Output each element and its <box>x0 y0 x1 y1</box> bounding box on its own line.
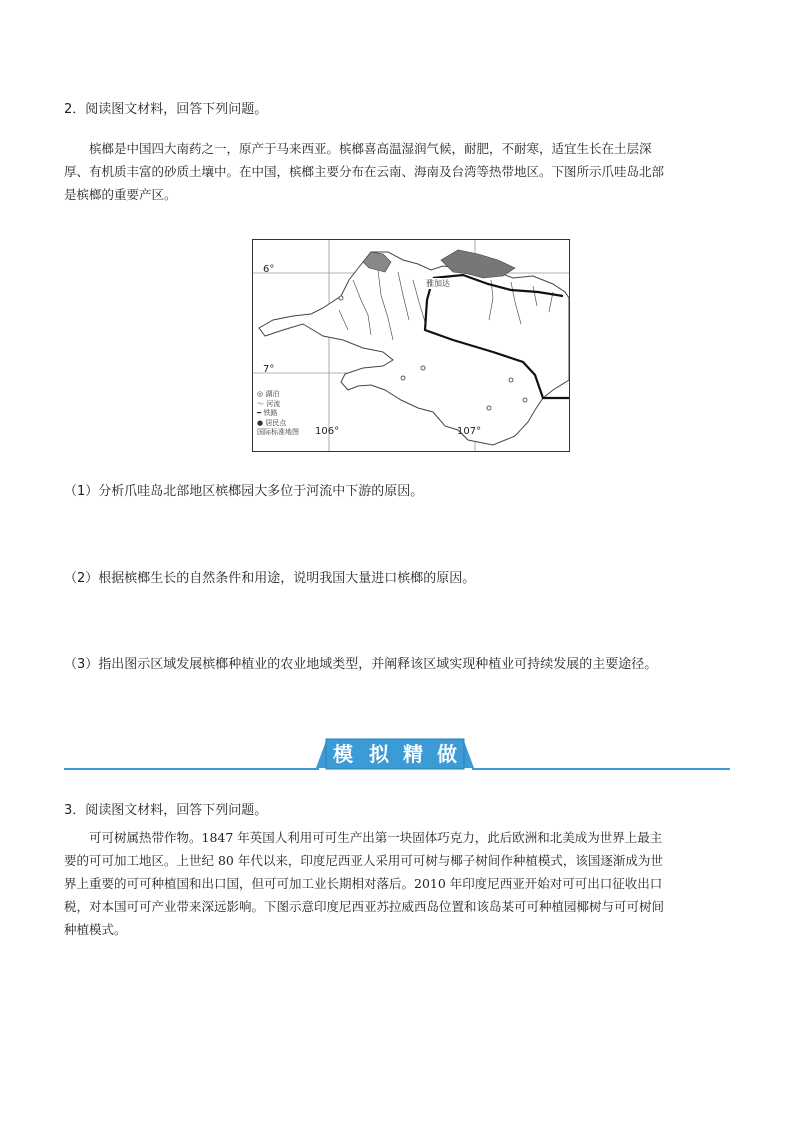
q2-sub-2: （2）根据槟榔生长的自然条件和用途，说明我国大量进口槟榔的原因。 <box>64 571 476 586</box>
lat-label-6: 6° <box>263 264 275 275</box>
q2-line-3: 是槟榔的重要产区。 <box>64 187 177 202</box>
q2-line-1: 槟榔是中国四大南药之一，原产于马来西亚。槟榔喜高温湿润气候，耐肥，不耐寒，适宜生长在土层深 <box>89 141 652 156</box>
banner-char-3: 精 <box>403 742 423 766</box>
q3-line-3: 界上重要的可可种植国和出口国，但可可加工业长期相对落后。2010 年印度尼西亚开始对可可出口征收出口 <box>64 876 663 891</box>
map-credit: 国际标准地图 <box>257 428 299 436</box>
lon-label-107: 107° <box>457 426 482 437</box>
lon-label-106: 106° <box>315 426 340 437</box>
legend-railway-label: 铁路 <box>263 409 278 417</box>
legend-lake-label: 湖泊 <box>265 390 280 398</box>
q3-line-1: 可可树属热带作物。1847 年英国人利用可可生产出第一块固体巧克力，此后欧洲和北美成为世界上最主 <box>89 830 663 845</box>
lat-label-7: 7° <box>263 364 275 375</box>
banner-char-1: 模 <box>333 742 353 766</box>
banner-line-left <box>64 768 319 770</box>
railway-symbol-icon: ━ <box>257 409 262 417</box>
legend-settlement <box>257 419 299 429</box>
q3-paragraph <box>64 826 732 941</box>
legend-river-label: 河流 <box>266 399 281 408</box>
q2-paragraph <box>64 137 732 206</box>
legend-river <box>257 400 299 410</box>
legend-lake <box>257 390 299 400</box>
lake-symbol-icon: ◎ <box>257 390 264 398</box>
q2-sub-3: （3）指出图示区域发展槟榔种植业的农业地域类型，并阐释该区域实现种植业可持续发展的主要途径。 <box>64 657 658 672</box>
banner-line-right <box>472 768 730 770</box>
q3-title: 3．阅读图文材料，回答下列问题。 <box>64 803 268 818</box>
q2-title: 2．阅读图文材料，回答下列问题。 <box>64 102 268 117</box>
city-label: 雅加达 <box>426 279 450 288</box>
banner-char-2: 拟 <box>369 742 389 766</box>
java-map-figure <box>252 239 570 452</box>
java-coastline <box>259 252 569 445</box>
legend-settlement-label: 居民点 <box>265 418 287 427</box>
q3-line-2: 要的可可加工地区。上世纪 80 年代以来，印度尼西亚人采用可可树与椰子树间作种植模式，该国逐渐成为世 <box>64 853 663 868</box>
settlement-symbol-icon: ● <box>257 418 264 427</box>
q3-line-5: 种植模式。 <box>64 922 127 937</box>
legend-railway <box>257 409 299 419</box>
map-legend <box>257 390 299 438</box>
river-symbol-icon: 〜 <box>257 399 264 408</box>
java-map-svg <box>253 240 569 451</box>
q2-line-2: 厚、有机质丰富的砂质土壤中。在中国，槟榔主要分布在云南、海南及台湾等热带地区。下图所示爪哇岛北部 <box>64 164 665 179</box>
section-banner <box>316 737 474 771</box>
banner-char-4: 做 <box>437 742 457 766</box>
q2-sub-1: （1）分析爪哇岛北部地区槟榔园大多位于河流中下游的原因。 <box>64 484 424 499</box>
q3-line-4: 税，对本国可可产业带来深远影响。下图示意印度尼西亚苏拉威西岛位置和该岛某可可种植园椰树与可可树间 <box>64 899 665 914</box>
